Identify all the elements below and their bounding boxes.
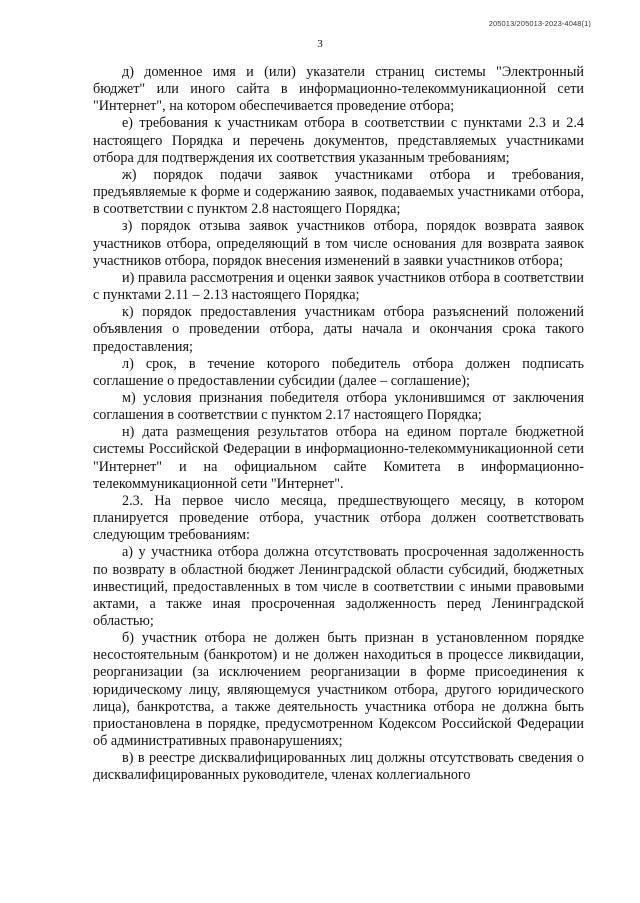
paragraph-zh: ж) порядок подачи заявок участниками отбора и требования, предъявляемые к форме и содержанию заявок, подаваемых участниками отбора, в соответствии с пунктом 2.8 настоящего Порядка; xyxy=(93,166,584,218)
paragraph-m: м) условия признания победителя отбора уклонившимся от заключения соглашения в соответствии с пунктом 2.17 настоящего Порядка; xyxy=(93,389,584,424)
paragraph-a: а) у участника отбора должна отсутствовать просроченная задолженность по возврату в областной бюджет Ленинградской области субсидий, бюджетных инвестиций, предоставленных в том числе в соответствии с иными правовыми актами, а также иная просроченная задолженность перед Ленинградской областью; xyxy=(93,544,584,629)
paragraph-d: д) доменное имя и (или) указатели страниц системы "Электронный бюджет" или иного сайта в информационно-телекоммуникационной сети "Интернет", на котором обеспечивается проведение отбора; xyxy=(93,64,584,115)
paragraph-e: е) требования к участникам отбора в соответствии с пунктами 2.3 и 2.4 настоящего Порядка и перечень документов, представляемых участниками отбора для подтверждения их соответствия указанным требованиям; xyxy=(93,115,584,166)
document-id: 205013/205013-2023-4048(1) xyxy=(488,19,591,28)
paragraph-n: н) дата размещения результатов отбора на едином портале бюджетной системы Российской Федерации в информационно-телекоммуникационной сети "Интернет" и на официальном сайте Комитета в информационно-телекоммуникационной сети "Интернет". xyxy=(93,424,584,492)
document-body xyxy=(93,64,584,785)
paragraph-v: в) в реестре дисквалифицированных лиц должны отсутствовать сведения о дисквалифицированных руководителе, членах коллегиального xyxy=(93,750,584,784)
paragraph-k: к) порядок предоставления участникам отбора разъяснений положений объявления о проведении отбора, даты начала и окончания срока такого предоставления; xyxy=(93,304,584,355)
page-number: 3 xyxy=(317,38,323,50)
paragraph-l: л) срок, в течение которого победитель отбора должен подписать соглашение о предоставлении субсидии (далее – соглашение); xyxy=(93,355,584,389)
paragraph-b: б) участник отбора не должен быть признан в установленном порядке несостоятельным (банкротом) и не должен находиться в процессе ликвидации, реорганизации (за исключением реорганизации в форме присоединения к юридическому лицу, являющемуся участником отбора, другого юридического лица), банкротства, а также деятельность участника отбора не должна быть приостановлена в порядке, предусмотренном Кодексом Российской Федерации об административных правонарушениях; xyxy=(93,630,584,750)
paragraph-i: и) правила рассмотрения и оценки заявок участников отбора в соответствии с пунктами 2.11 – 2.13 настоящего Порядка; xyxy=(93,269,584,304)
paragraph-z: з) порядок отзыва заявок участников отбора, порядок возврата заявок участников отбора, определяющий в том числе основания для возврата заявок участников отбора, порядок внесения изменений в заявки участников отбора; xyxy=(93,218,584,269)
paragraph-2-3: 2.3. На первое число месяца, предшествующего месяцу, в котором планируется проведение отбора, участник отбора должен соответствовать следующим требованиям: xyxy=(93,492,584,544)
